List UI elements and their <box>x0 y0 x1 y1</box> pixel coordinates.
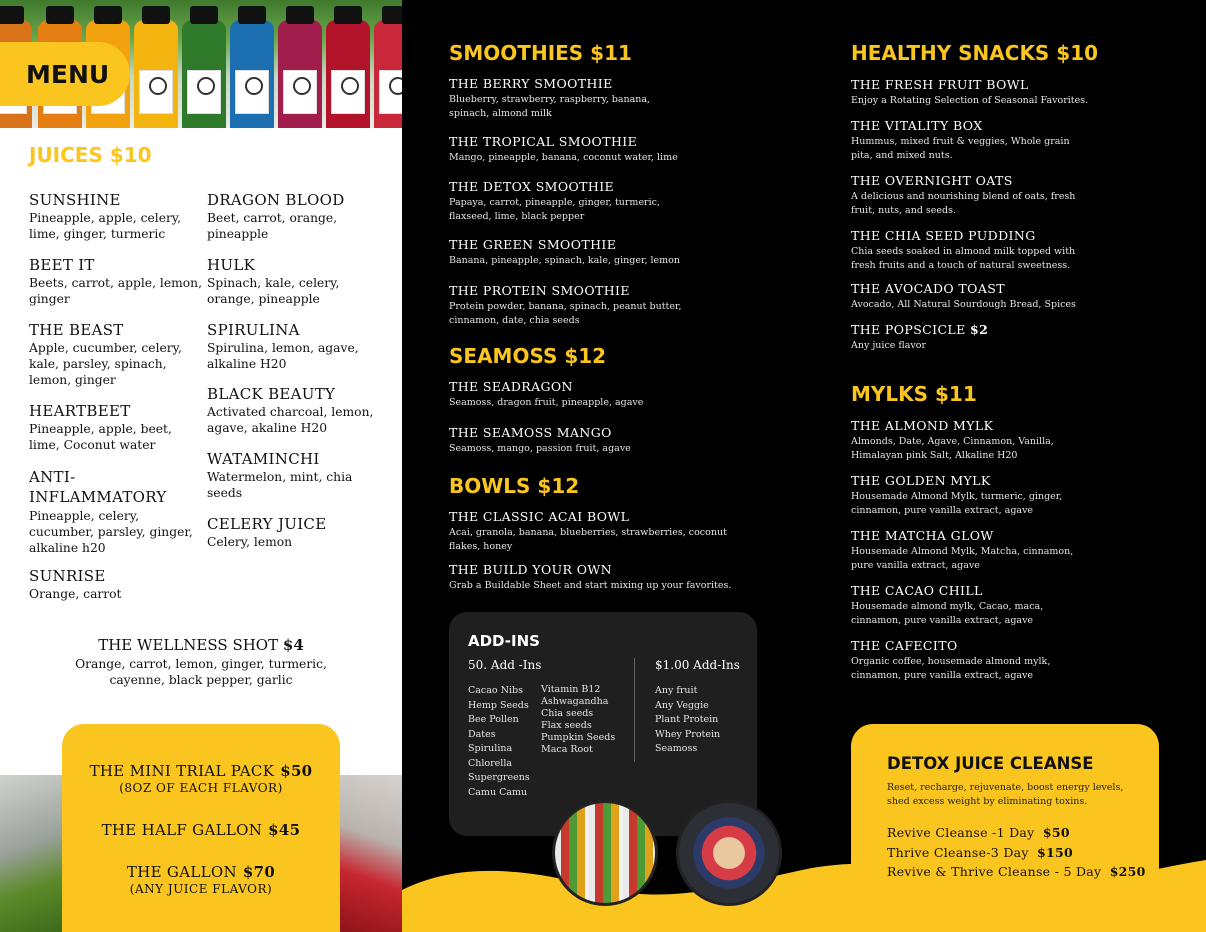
bottle-image <box>134 20 178 128</box>
bottle-image <box>182 20 226 128</box>
snacks-heading: HEALTHY SNACKS $10 <box>851 41 1099 65</box>
item-price: $2 <box>970 322 989 337</box>
juice-name: BLACK BEAUTY <box>207 385 336 403</box>
addins-heading: ADD-INS <box>468 632 540 650</box>
pack-item <box>62 821 340 839</box>
smoothie-item <box>449 134 779 165</box>
juice-desc: Pineapple, apple, beet, lime, Coconut water <box>29 422 172 452</box>
item-desc: Protein powder, banana, spinach, peanut butter, cinnamon, date, chia seeds <box>449 301 682 326</box>
item-name: THE VITALITY BOX <box>851 118 983 133</box>
smoothie-item <box>449 237 779 268</box>
addin-item: Supergreens <box>468 772 530 783</box>
item-desc: Housemade Almond Mylk, turmeric, ginger, cinnamon, pure vanilla extract, agave <box>851 491 1063 516</box>
snack-item <box>851 77 1181 108</box>
seamoss-heading: SEAMOSS $12 <box>449 344 607 368</box>
detox-option: Thrive Cleanse-3 Day $150 <box>887 845 1074 860</box>
bowls-heading: BOWLS $12 <box>449 474 580 498</box>
addin-item: Dates <box>468 728 496 740</box>
item-name: THE PROTEIN SMOOTHIE <box>449 283 630 298</box>
smoothies-heading: SMOOTHIES $11 <box>449 41 632 65</box>
addins-col1-list <box>468 684 530 800</box>
item-desc: Seamoss, dragon fruit, pineapple, agave <box>449 397 644 408</box>
item-desc: Organic coffee, housemade almond mylk, cinnamon, pure vanilla extract, agave <box>851 656 1051 681</box>
item-desc: Blueberry, strawberry, raspberry, banana, spinach, almond milk <box>449 94 651 119</box>
addin-item: Pumpkin Seeds <box>541 732 616 743</box>
pack-item <box>62 762 340 795</box>
item-desc: Seamoss, mango, passion fruit, agave <box>449 443 631 454</box>
juice-item <box>29 402 204 453</box>
addin-item: Vitamin B12 <box>541 684 601 695</box>
addin-item: Any fruit <box>655 685 698 696</box>
detox-heading: DETOX JUICE CLEANSE <box>887 754 1094 773</box>
item-name: THE CAFECITO <box>851 638 958 653</box>
snack-item <box>851 228 1181 272</box>
snack-item <box>851 173 1181 217</box>
juice-item <box>29 321 204 388</box>
mylk-item <box>851 528 1181 572</box>
bowl-item <box>449 562 779 593</box>
addins-col2-list <box>655 684 720 757</box>
item-desc: Grab a Buildable Sheet and start mixing up your favorites. <box>449 580 732 591</box>
green-bottle-photo <box>0 775 62 932</box>
juice-name: DRAGON BLOOD <box>207 191 345 209</box>
juice-desc: Watermelon, mint, chia seeds <box>207 470 353 500</box>
juice-name: HEARTBEET <box>29 402 131 420</box>
item-name: THE OVERNIGHT OATS <box>851 173 1013 188</box>
juice-item <box>29 191 204 242</box>
addin-item: Cacao Nibs <box>468 685 523 696</box>
seamoss-item <box>449 379 779 410</box>
juice-desc: Activated charcoal, lemon, agave, akaline H20 <box>207 405 374 435</box>
item-name: THE POPSCICLE $2 <box>851 322 989 337</box>
juice-item <box>29 567 204 602</box>
bottle-image <box>278 20 322 128</box>
juice-desc: Pineapple, apple, celery, lime, ginger, turmeric <box>29 211 182 241</box>
item-name: THE BERRY SMOOTHIE <box>449 76 613 91</box>
snack-item <box>851 281 1181 312</box>
addins-col2-heading: $1.00 Add-Ins <box>655 658 740 672</box>
juice-desc: Apple, cucumber, celery, kale, parsley, spinach, lemon, ginger <box>29 341 182 387</box>
item-desc: Papaya, carrot, pineapple, ginger, turmeric, flaxseed, lime, black pepper <box>449 197 660 222</box>
juice-item <box>29 256 204 307</box>
smoothie-item <box>449 179 779 223</box>
smoothie-item <box>449 76 779 120</box>
juice-desc: Spirulina, lemon, agave, alkaline H20 <box>207 341 359 371</box>
red-bottle-photo <box>340 775 402 932</box>
juices-panel <box>0 0 402 932</box>
pack-name: THE MINI TRIAL PACK <box>89 762 275 780</box>
item-desc: Chia seeds soaked in almond milk topped with fresh fruits and a touch of natural sweetness. <box>851 246 1076 271</box>
item-desc: Any juice flavor <box>851 340 927 351</box>
smoothie-item <box>449 283 779 327</box>
juice-name: HULK <box>207 256 256 274</box>
item-name: THE CLASSIC ACAI BOWL <box>449 509 630 524</box>
mylk-item <box>851 418 1181 462</box>
juice-desc: Beets, carrot, apple, lemon, ginger <box>29 276 203 306</box>
pack-sub: (ANY JUICE FLAVOR) <box>129 882 273 896</box>
addin-item: Whey Protein <box>655 728 721 740</box>
wellness-shot <box>0 636 402 688</box>
mylk-item <box>851 583 1181 627</box>
addin-item: Maca Root <box>541 744 593 755</box>
juice-name: THE BEAST <box>29 321 124 339</box>
item-name: THE MATCHA GLOW <box>851 528 994 543</box>
juice-desc: Orange, carrot <box>29 587 122 601</box>
detox-price: $250 <box>1109 864 1146 879</box>
juice-name: WATAMINCHI <box>207 450 320 468</box>
item-name: THE CACAO CHILL <box>851 583 983 598</box>
addin-item: Chia seeds <box>541 708 594 719</box>
addin-item: Plant Protein <box>655 714 719 725</box>
juice-desc: Beet, carrot, orange, pineapple <box>207 211 338 241</box>
addin-item: Any Veggie <box>655 699 709 711</box>
juice-desc: Pineapple, celery, cucumber, parsley, ginger, alkaline h20 <box>29 509 193 555</box>
addin-item: Spirulina <box>468 743 513 754</box>
item-name: THE FRESH FRUIT BOWL <box>851 77 1029 92</box>
item-desc: Avocado, All Natural Sourdough Bread, Spices <box>851 299 1076 310</box>
item-desc: Housemade almond mylk, Cacao, maca, cinnamon, pure vanilla extract, agave <box>851 601 1044 626</box>
juice-item <box>29 467 199 556</box>
addins-col1b-list <box>541 684 615 756</box>
packs-box <box>62 724 340 932</box>
addin-item: Ashwagandha <box>541 696 609 707</box>
juice-name: SUNRISE <box>29 567 106 585</box>
item-name: THE CHIA SEED PUDDING <box>851 228 1036 243</box>
item-desc: Mango, pineapple, banana, coconut water, lime <box>449 152 678 163</box>
item-name: THE ALMOND MYLK <box>851 418 994 433</box>
item-desc: Banana, pineapple, spinach, kale, ginger, lemon <box>449 255 680 266</box>
item-name: THE SEAMOSS MANGO <box>449 425 612 440</box>
item-name: THE SEADRAGON <box>449 379 573 394</box>
juice-item <box>207 515 387 550</box>
acai-bowl-photo <box>676 800 782 906</box>
detox-price: $50 <box>1042 825 1070 840</box>
juice-name: SUNSHINE <box>29 191 121 209</box>
pack-sub: (8OZ OF EACH FLAVOR) <box>119 781 283 795</box>
juice-item <box>207 385 387 436</box>
juices-heading: JUICES $10 <box>29 143 152 167</box>
addin-item: Hemp Seeds <box>468 699 529 711</box>
juice-name: BEET IT <box>29 256 95 274</box>
detox-desc: Reset, recharge, rejuvenate, boost energy levels, shed excess weight by eliminating toxins. <box>887 782 1124 807</box>
item-desc: Housemade Almond Mylk, Matcha, cinnamon, pure vanilla extract, agave <box>851 546 1074 571</box>
bottle-image <box>230 20 274 128</box>
juice-desc: Spinach, kale, celery, orange, pineapple <box>207 276 340 306</box>
item-desc: Hummus, mixed fruit & veggies, Whole grain pita, and mixed nuts. <box>851 136 1070 161</box>
item-name: THE AVOCADO TOAST <box>851 281 1005 296</box>
bottle-image <box>374 20 402 128</box>
juice-item <box>207 450 387 501</box>
addin-item: Flax seeds <box>541 720 592 731</box>
mylk-item <box>851 638 1181 682</box>
item-desc: Enjoy a Rotating Selection of Seasonal Favorites. <box>851 95 1089 106</box>
pack-price: $70 <box>242 863 276 881</box>
snack-item <box>851 118 1181 162</box>
seamoss-item <box>449 425 779 456</box>
addins-col1-heading: 50. Add -Ins <box>468 658 542 672</box>
detox-price: $150 <box>1037 845 1074 860</box>
wellness-shot-name: THE WELLNESS SHOT $4 <box>98 636 304 654</box>
item-desc: Almonds, Date, Agave, Cinnamon, Vanilla, Himalayan pink Salt, Alkaline H20 <box>851 436 1054 461</box>
addin-item: Camu Camu <box>468 786 528 798</box>
wellness-shot-desc: Orange, carrot, lemon, ginger, turmeric, cayenne, black pepper, garlic <box>75 657 327 687</box>
item-name: THE GREEN SMOOTHIE <box>449 237 617 252</box>
juice-item <box>207 191 387 242</box>
mylk-item <box>851 473 1181 517</box>
bottle-image <box>326 20 370 128</box>
item-name: THE TROPICAL SMOOTHIE <box>449 134 638 149</box>
pack-name: THE HALF GALLON <box>101 821 263 839</box>
juice-desc: Celery, lemon <box>207 535 293 549</box>
addin-item: Bee Pollen <box>468 714 519 725</box>
pack-price: $45 <box>268 821 301 839</box>
detox-cleanse-box <box>851 724 1159 932</box>
juice-name: SPIRULINA <box>207 321 300 339</box>
bowl-item <box>449 509 779 553</box>
item-desc: A delicious and nourishing blend of oats, fresh fruit, nuts, and seeds. <box>851 191 1076 216</box>
item-name: THE DETOX SMOOTHIE <box>449 179 615 194</box>
snack-item <box>851 322 1181 353</box>
addin-item: Seamoss <box>655 743 698 754</box>
juice-item <box>207 321 387 372</box>
detox-option: Revive & Thrive Cleanse - 5 Day $250 <box>887 864 1146 879</box>
wellness-shot-price: $4 <box>282 636 304 654</box>
juice-name: ANTI-INFLAMMATORY <box>29 468 167 506</box>
menu-badge: MENU <box>0 42 130 106</box>
juice-fridge-photo <box>552 800 658 906</box>
juice-name: CELERY JUICE <box>207 515 327 533</box>
pack-item <box>62 863 340 896</box>
addin-item: Chlorella <box>468 757 513 769</box>
juice-item <box>207 256 387 307</box>
item-name: THE GOLDEN MYLK <box>851 473 991 488</box>
detox-option: Revive Cleanse -1 Day $50 <box>887 825 1070 840</box>
item-name: THE BUILD YOUR OWN <box>449 562 612 577</box>
addins-divider <box>634 658 635 762</box>
pack-name: THE GALLON <box>126 863 237 881</box>
mylks-heading: MYLKS $11 <box>851 382 977 406</box>
pack-price: $50 <box>280 762 313 780</box>
item-desc: Acai, granola, banana, blueberries, strawberries, coconut flakes, honey <box>449 527 727 552</box>
